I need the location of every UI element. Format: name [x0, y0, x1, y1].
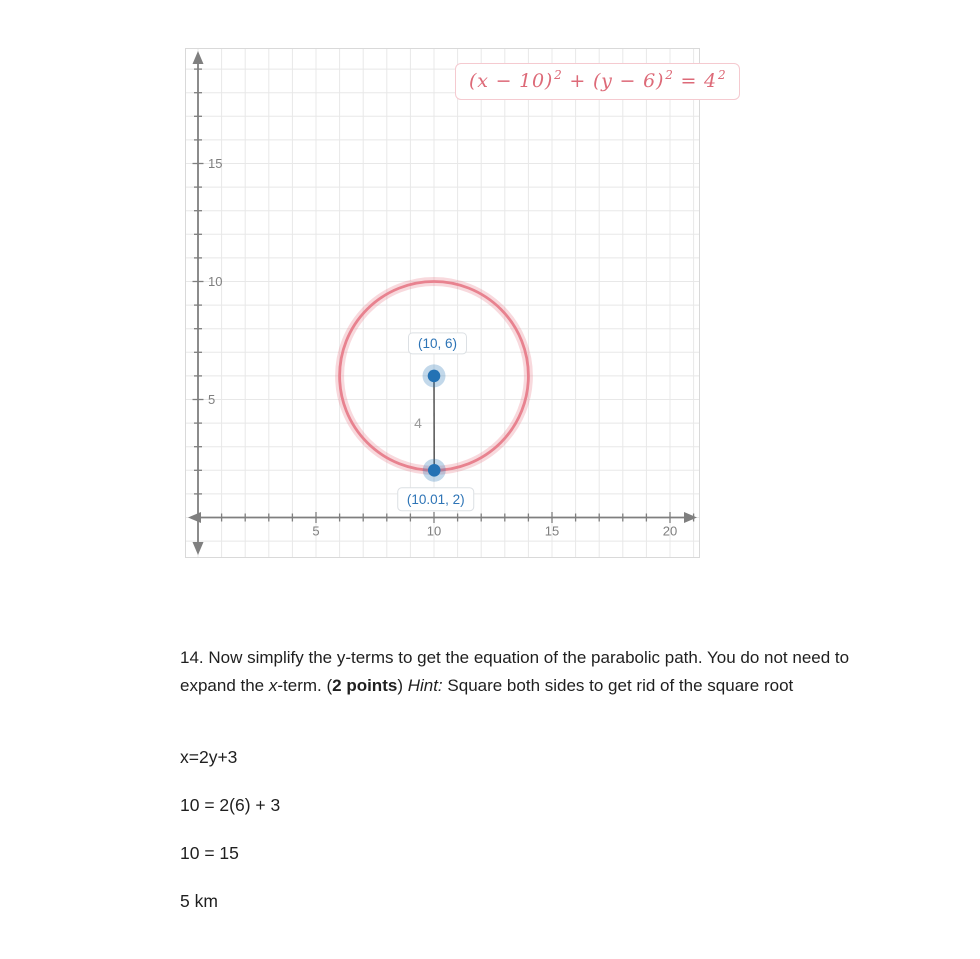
equation-label [455, 63, 740, 100]
x-tick-label: 15 [544, 523, 560, 539]
question-italic-x: x [268, 675, 278, 695]
question-points-bold: 2 points [332, 675, 398, 695]
equation-x-term: (x − 10) [469, 70, 554, 92]
axes [188, 51, 697, 555]
question-part: Square both sides to get rid of the square root [442, 675, 794, 695]
equation-exponent: 2 [717, 67, 727, 82]
point-coordinate-label: (10.01, 2) [406, 491, 465, 507]
answer-work [180, 747, 280, 939]
y-axis-down-arrow [193, 542, 204, 555]
equation-exponent: 2 [554, 67, 563, 82]
y-axis-up-arrow [193, 51, 204, 64]
graph-canvas [186, 49, 699, 557]
graph-panel [185, 48, 727, 558]
x-tick-label: 5 [312, 523, 320, 539]
axis-ticks [193, 69, 694, 523]
x-axis-right-arrow [684, 512, 697, 523]
question-part: ) [397, 675, 408, 695]
equation-radius-term: = 4 [673, 70, 717, 92]
answer-line-equation: x=2y+3 [180, 747, 238, 767]
answer-line-substitution: 10 = 2(6) + 3 [180, 795, 281, 815]
x-tick-label: 10 [426, 523, 442, 539]
point-coordinate-label: (10, 6) [417, 335, 458, 351]
answer-line-result: 10 = 15 [180, 843, 239, 863]
question-part: 14. Now simplify the y-terms to get the equation of the parabolic path. You do not need to expand the [180, 648, 850, 695]
equation-exponent: 2 [665, 67, 674, 82]
question-text [180, 644, 908, 699]
question-hint-label: Hint: [407, 675, 443, 695]
grid-lines [186, 49, 699, 557]
question-part: -term. ( [277, 675, 333, 695]
x-tick-label: 20 [662, 523, 678, 539]
x-axis-left-arrow [188, 512, 201, 523]
y-tick-label: 10 [208, 274, 223, 289]
y-tick-label: 15 [208, 156, 223, 171]
radius-length-label: 4 [414, 415, 422, 432]
answer-line-distance: 5 km [180, 891, 218, 911]
point-dot [428, 464, 441, 477]
y-tick-label: 5 [208, 392, 216, 407]
equation-y-term: + (y − 6) [562, 70, 665, 92]
point-dot [428, 370, 441, 383]
